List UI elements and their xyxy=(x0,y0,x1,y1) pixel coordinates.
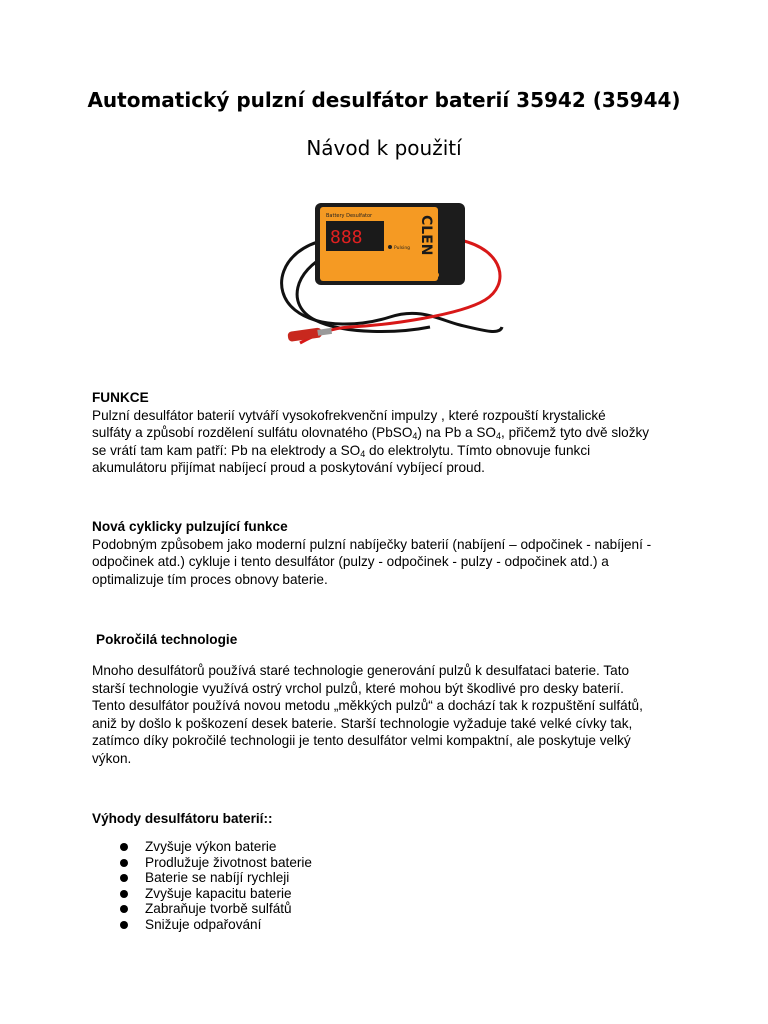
bullet-icon xyxy=(120,843,128,851)
device-indicator-label: Pulsing xyxy=(394,246,411,251)
cyklicky-line-2: odpočinek atd.) cykluje i tento desulfátor (pulzy - odpočinek - pulzy - odpočinek atd.) a xyxy=(92,554,609,569)
list-item: Snižuje odpařování xyxy=(92,917,312,933)
list-item: Zvyšuje kapacitu baterie xyxy=(92,886,312,902)
technologie-line-6: výkon. xyxy=(92,750,132,766)
technologie-line-3: Tento desulfátor používá novou metodu „měkkých pulzů“ a dochází tak k rozpuštění sulfátů, xyxy=(92,698,643,713)
funkce-line-4: akumulátoru přijímat nabíjecí proud a poskytování vybíjecí proud. xyxy=(92,460,485,475)
device-brand: CLEN xyxy=(418,215,434,256)
document-subtitle: Návod k použití xyxy=(306,136,462,160)
technologie-body xyxy=(92,662,692,767)
device-label: Battery Desulfator xyxy=(326,213,373,219)
list-item: Baterie se nabíjí rychleji xyxy=(92,870,312,886)
bullet-icon xyxy=(120,921,128,929)
section-funkce xyxy=(92,389,692,477)
list-item: Prodlužuje životnost baterie xyxy=(92,855,312,871)
section-cyklicky-heading: Nová cyklicky pulzující funkce xyxy=(92,519,288,534)
benefits-list xyxy=(92,839,312,932)
technologie-line-4: aniž by došlo k poškození desek baterie. Starší technologie vyžaduje také velké cívky tak, xyxy=(92,715,633,731)
bullet-icon xyxy=(120,874,128,882)
funkce-line-1: Pulzní desulfátor baterií vytváří vysokofrekvenční impulzy , které rozpouští krystalické xyxy=(92,407,606,423)
section-funkce-heading: FUNKCE xyxy=(92,390,149,405)
section-vyhody-heading: Výhody desulfátoru baterií:: xyxy=(92,811,273,826)
device-display-digits: 888 xyxy=(330,227,363,248)
section-vyhody xyxy=(92,810,692,828)
bullet-icon xyxy=(120,859,128,867)
funkce-line-2: sulfáty a způsobí rozdělení sulfátu olovnatého (PbSO$_4$) na Pb a $SO_4$, přičemž tyto dvě složky xyxy=(92,425,650,441)
section-cyklicky xyxy=(92,518,692,588)
product-image xyxy=(270,195,520,365)
technologie-line-1: Mnoho desulfátorů používá staré technologie generování pulzů k desulfataci baterie. Tato xyxy=(92,663,630,678)
cyklicky-line-3: optimalizuje tím proces obnovy baterie. xyxy=(92,571,328,587)
technologie-line-5: zatímco díky pokročilé technologii je tento desulfátor velmi kompaktní, ale poskytuje velký xyxy=(92,733,631,748)
document-title: Automatický pulzní desulfátor baterií 35942 (35944) xyxy=(87,88,681,112)
cyklicky-line-1: Podobným způsobem jako moderní pulzní nabíječky baterií (nabíjení – odpočinek - nabíjení - xyxy=(92,536,652,552)
funkce-line-3: se vrátí tam kam patří: Pb na elektrody a $SO_4$ do elektrolytu. Tímto obnovuje funkci xyxy=(92,442,591,459)
list-item: Zvyšuje výkon baterie xyxy=(92,839,312,855)
section-technologie xyxy=(92,631,692,649)
technologie-line-2: starší technologie využívá ostrý vrchol pulzů, které mohou být škodlivé pro desky baterií. xyxy=(92,680,624,696)
bullet-icon xyxy=(120,890,128,898)
section-technologie-heading: Pokročilá technologie xyxy=(96,632,238,647)
bullet-icon xyxy=(120,905,128,913)
list-item: Zabraňuje tvorbě sulfátů xyxy=(92,901,312,917)
